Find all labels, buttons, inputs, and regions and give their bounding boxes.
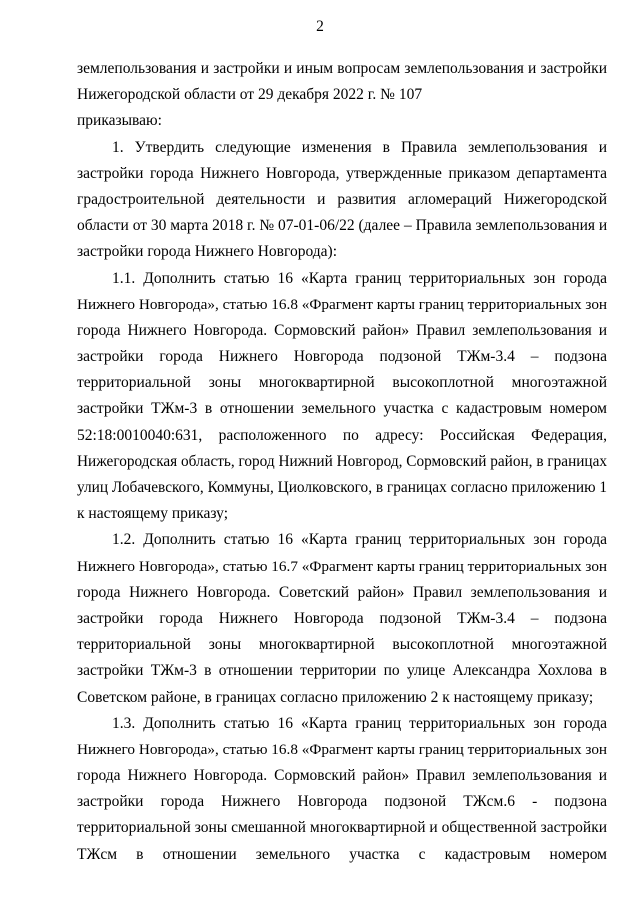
text-line: области от 30 марта 2018 г. № 07-01-06/22 (далее – Правила землепользования и <box>77 217 608 235</box>
text-line: землепользования и застройки и иным вопросам землепользования и застройки <box>77 60 607 77</box>
text-line: Нижегородская область, город Нижний Новгород, Сормовский район, в границах <box>77 452 607 470</box>
text-line: застройки ТЖм-3 в отношении земельного участка с кадастровым номером <box>77 400 607 418</box>
text-line: территориальной зоны смешанной многоквартирной и общественной застройки <box>77 819 607 837</box>
text-line: города Нижнего Новгорода. Сормовский район» Правил землепользования и <box>77 321 607 339</box>
text-line: 1.3. Дополнить статью 16 «Карта границ территориальных зон города <box>112 714 607 732</box>
text-line: 1. Утвердить следующие изменения в Правила землепользования и <box>112 138 607 156</box>
text-line: застройки ТЖм-3 в отношении территории по улице Александра Хохлова в <box>77 662 607 680</box>
text-line: приказываю: <box>77 112 162 130</box>
text-line: застройки города Нижнего Новгорода подзоной ТЖм-3.4 – подзона <box>77 609 607 627</box>
text-line: Нижнего Новгорода», статью 16.8 «Фрагмент карты границ территориальных зон <box>77 740 608 758</box>
text-line: Советском районе, в границах согласно приложению 2 к настоящему приказу; <box>77 688 594 706</box>
text-line: 52:18:0010040:631, расположенного по адресу: Российская Федерация, <box>77 426 607 444</box>
text-line: градостроительной деятельности и развития агломераций Нижегородской <box>77 190 607 208</box>
text-line: 1.1. Дополнить статью 16 «Карта границ территориальных зон города <box>112 269 607 287</box>
text-line: ТЖсм в отношении земельного участка с кадастровым номером <box>77 845 607 863</box>
text-line: территориальной зоны многоквартирной высокоплотной многоэтажной <box>77 374 607 392</box>
text-line: улиц Лобачевского, Коммуны, Циолковского, в границах согласно приложению 1 <box>77 479 608 496</box>
text-line: застройки города Нижнего Новгорода, утвержденные приказом департамента <box>77 164 607 182</box>
text-line: 1.2. Дополнить статью 16 «Карта границ территориальных зон города <box>112 531 607 549</box>
text-line: города Нижнего Новгорода. Сормовский район» Правил землепользования и <box>77 767 607 785</box>
text-line: застройки города Нижнего Новгорода подзоной ТЖм-3.4 – подзона <box>77 348 607 366</box>
document-body <box>77 56 607 868</box>
page-number: 2 <box>316 18 324 35</box>
text-line: города Нижнего Новгорода. Советский район» Правил землепользования и <box>77 583 607 601</box>
text-line: Нижнего Новгорода», статью 16.8 «Фрагмент карты границ территориальных зон <box>77 295 608 313</box>
text-line: застройки города Нижнего Новгорода): <box>77 243 337 261</box>
text-line: территориальной зоны многоквартирной высокоплотной многоэтажной <box>77 636 607 654</box>
text-line: Нижегородской области от 29 декабря 2022 г. № 107 <box>77 86 423 104</box>
text-line: застройки города Нижнего Новгорода подзоной ТЖсм.6 - подзона <box>77 793 607 811</box>
text-line: Нижнего Новгорода», статью 16.7 «Фрагмент карты границ территориальных зон <box>77 557 608 575</box>
text-line: к настоящему приказу; <box>77 505 229 523</box>
